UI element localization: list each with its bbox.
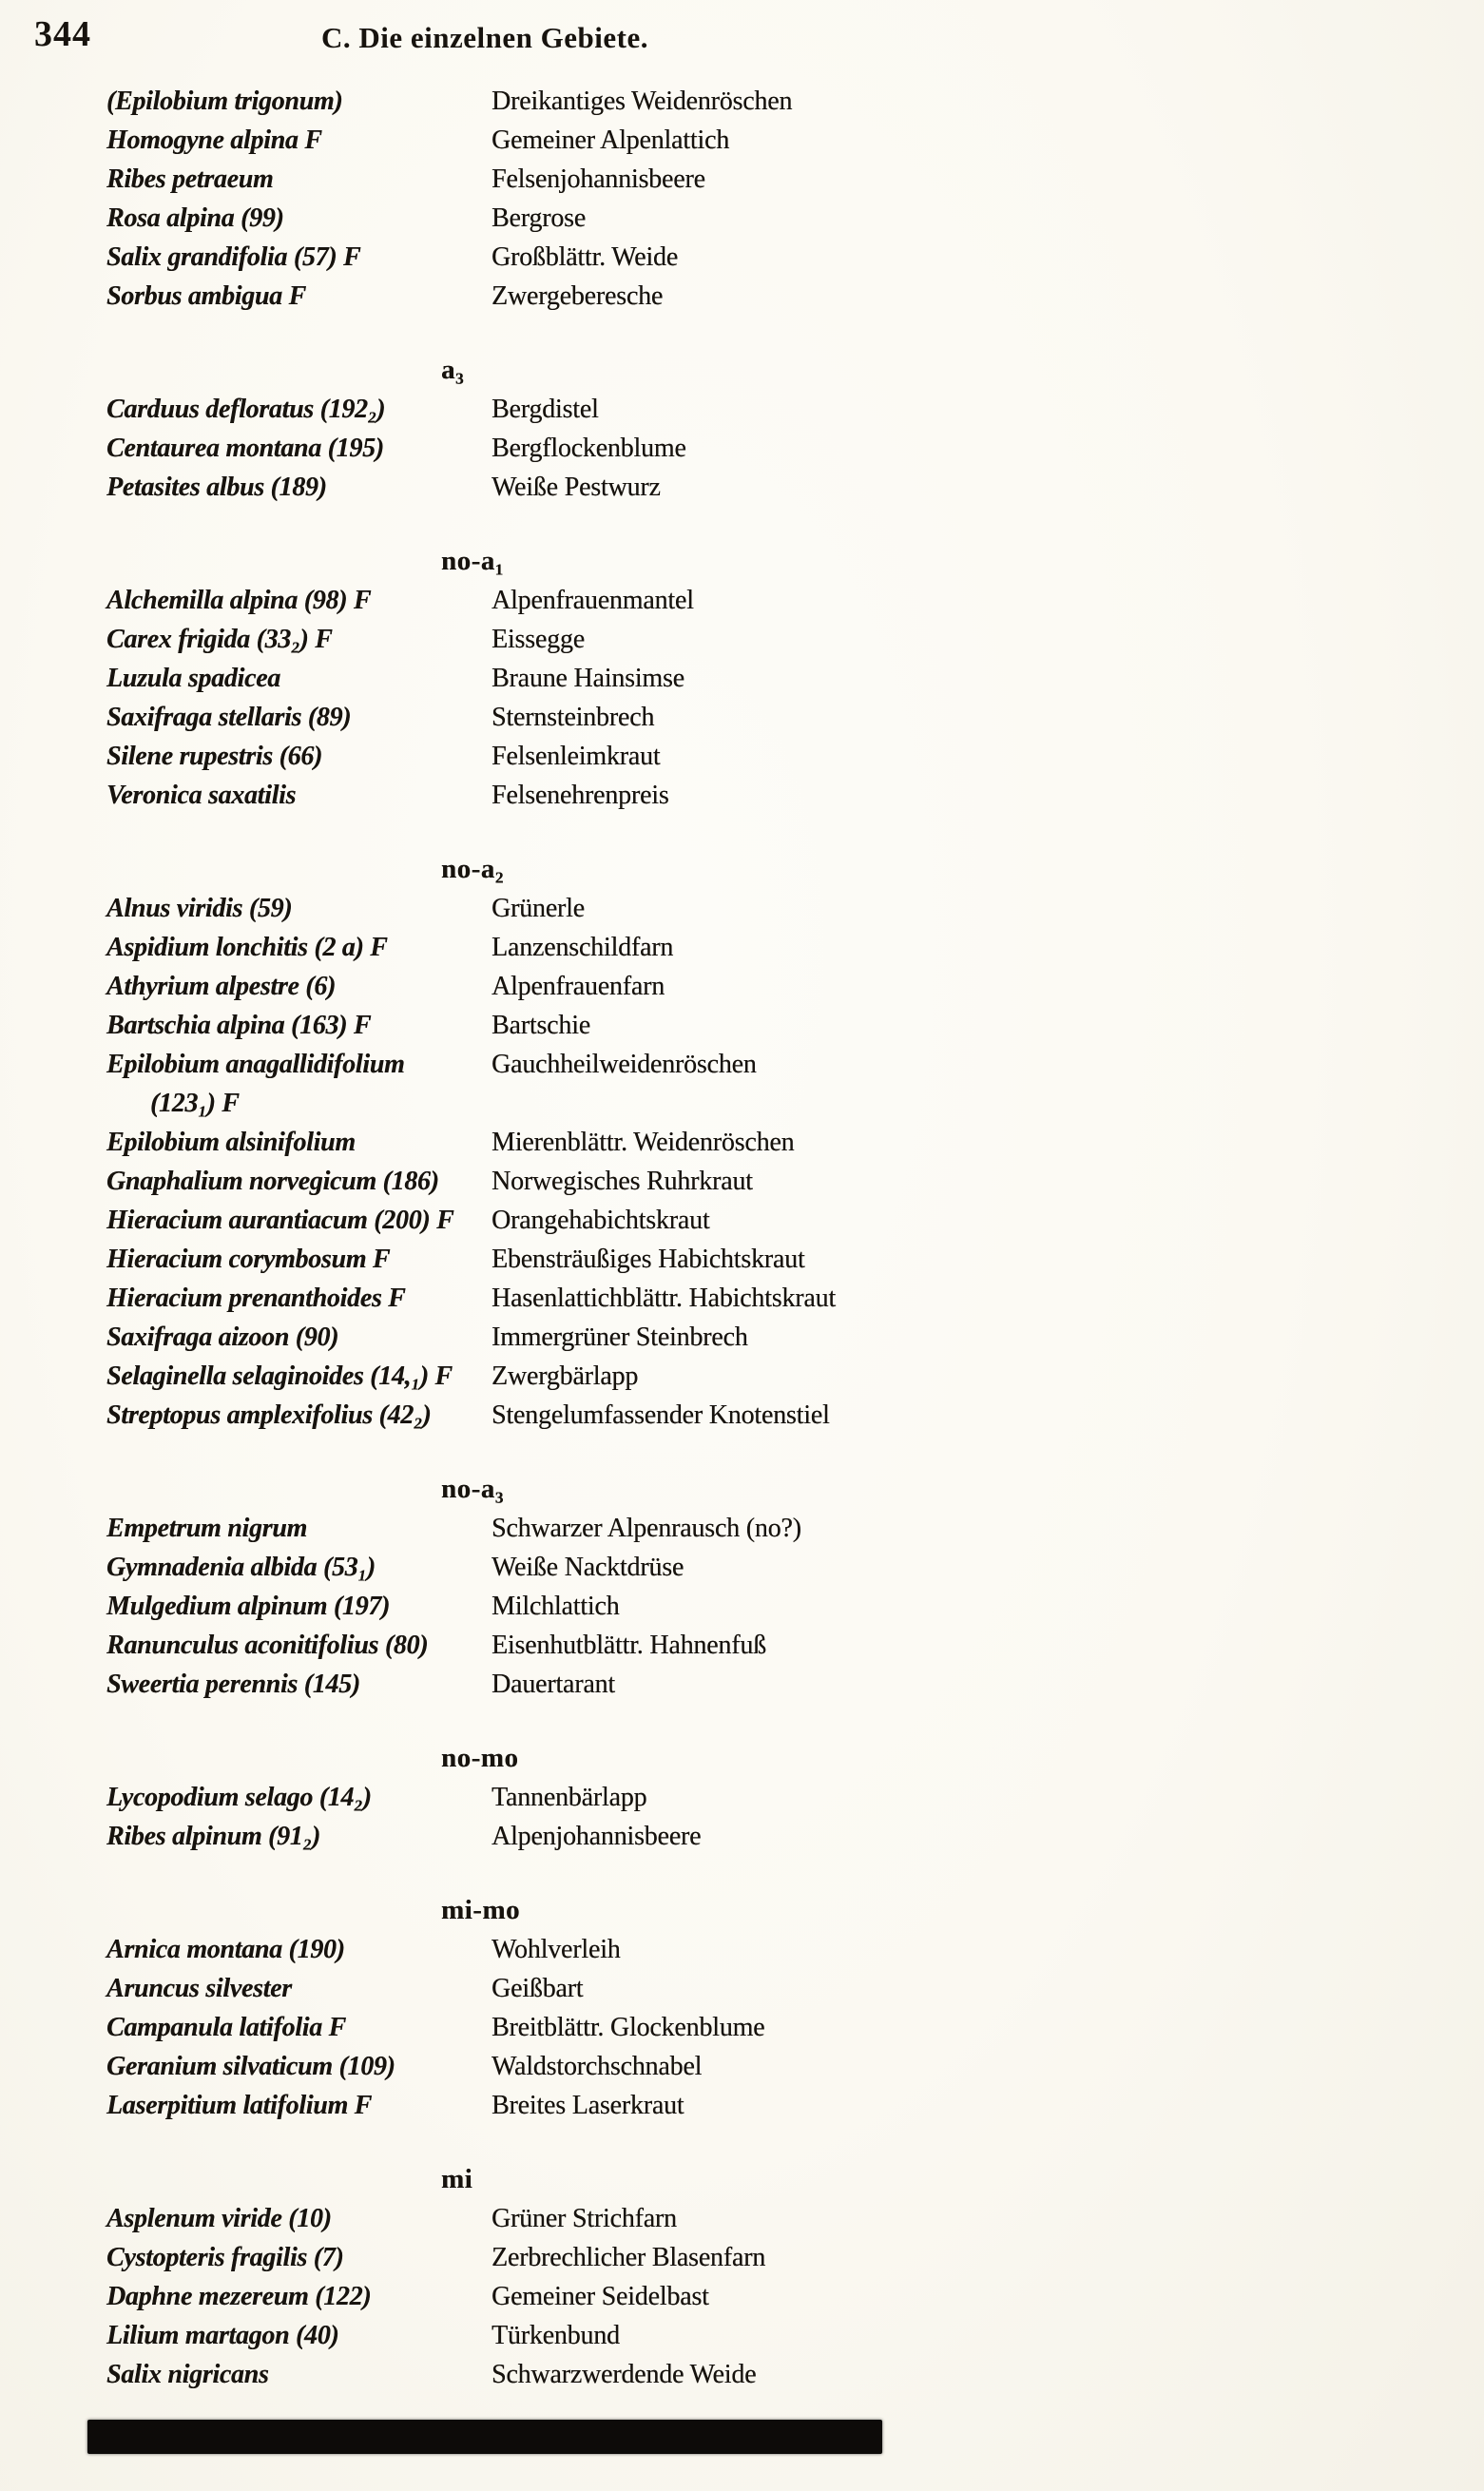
latin-name: Alchemilla alpina (98) F: [106, 586, 372, 615]
species-section: [106, 351, 943, 507]
species-list: [106, 82, 943, 2394]
german-name: Großblättr. Weide: [491, 242, 679, 272]
species-row: [106, 2277, 943, 2316]
scan-artifact-bar: [87, 2420, 882, 2454]
species-row: [106, 429, 943, 468]
species-row: [106, 1045, 943, 1084]
latin-name: Salix nigricans: [106, 2360, 269, 2389]
species-row: [106, 468, 943, 507]
species-row: [106, 160, 943, 199]
german-name: Schwarzwerdende Weide: [491, 2360, 757, 2389]
german-name: Geißbart: [491, 1974, 584, 2003]
latin-name: Veronica saxatilis: [106, 781, 297, 810]
species-section: [106, 1739, 943, 1856]
species-row: [106, 199, 943, 238]
latin-name: Silene rupestris (66): [106, 742, 323, 771]
german-name: Grünerle: [491, 894, 585, 923]
german-name: Felsenleimkraut: [491, 742, 661, 771]
latin-name: Sweertia perennis (145): [106, 1670, 360, 1699]
german-name: Lanzenschildfarn: [491, 933, 674, 962]
species-row: [106, 390, 943, 429]
latin-name: Aspidium lonchitis (2 a) F: [106, 933, 388, 962]
latin-name: Mulgedium alpinum (197): [106, 1592, 391, 1621]
german-name: Stengelumfassender Knotenstiel: [491, 1400, 830, 1430]
species-row: [106, 2086, 943, 2125]
latin-name: Campanula latifolia F: [106, 2013, 346, 2042]
species-row: [106, 1240, 943, 1279]
german-name: Weiße Nacktdrüse: [491, 1553, 684, 1582]
latin-name: Cystopteris fragilis (7): [106, 2243, 344, 2272]
species-section: [106, 82, 943, 316]
section-heading: mi: [441, 2164, 473, 2194]
species-row: [106, 238, 943, 277]
section-heading: a₃: [441, 355, 465, 385]
species-row: [106, 1626, 943, 1665]
species-row: [106, 1396, 943, 1435]
latin-name: Saxifraga aizoon (90): [106, 1323, 339, 1352]
german-name: Bergrose: [491, 203, 586, 233]
species-row: [106, 277, 943, 316]
latin-name: Daphne mezereum (122): [106, 2282, 372, 2311]
latin-name: Epilobium anagallidifolium: [106, 1050, 405, 1079]
german-name: Braune Hainsimse: [491, 664, 684, 693]
latin-name: Ranunculus aconitifolius (80): [106, 1631, 429, 1660]
species-row: [106, 1778, 943, 1817]
species-row: [106, 928, 943, 967]
species-row: [106, 1279, 943, 1318]
german-name: Norwegisches Ruhrkraut: [491, 1167, 753, 1196]
german-name: Bergflockenblume: [491, 434, 686, 463]
species-row: [106, 889, 943, 928]
german-name: Gemeiner Seidelbast: [491, 2282, 709, 2311]
german-name: Gemeiner Alpenlattich: [491, 126, 730, 155]
species-row: [106, 2199, 943, 2238]
latin-name: Hieracium prenanthoides F: [106, 1284, 406, 1313]
section-heading: no-mo: [441, 1743, 519, 1773]
species-row: [106, 1665, 943, 1704]
species-row: [106, 967, 943, 1006]
section-heading: no-a₃: [441, 1474, 504, 1504]
german-name: Sternsteinbrech: [491, 703, 655, 732]
latin-name: Empetrum nigrum: [106, 1514, 308, 1543]
german-name: Milchlattich: [491, 1592, 620, 1621]
german-name: Dauertarant: [491, 1670, 615, 1699]
latin-name: Hieracium aurantiacum (200) F: [106, 1206, 454, 1235]
latin-name: Hieracium corymbosum F: [106, 1245, 391, 1274]
section-heading: no-a₂: [441, 854, 504, 884]
species-row: [106, 2238, 943, 2277]
german-name: Grüner Strichfarn: [491, 2204, 677, 2233]
latin-name: Athyrium alpestre (6): [106, 972, 337, 1001]
german-name: Zwergeberesche: [491, 281, 664, 311]
latin-name: Alnus viridis (59): [106, 894, 293, 923]
latin-name: Bartschia alpina (163) F: [106, 1011, 372, 1040]
latin-name: Aruncus silvester: [106, 1974, 292, 2003]
latin-name: Streptopus amplexifolius (42₂): [106, 1400, 432, 1430]
latin-name: Gnaphalium norvegicum (186): [106, 1167, 439, 1196]
latin-name: Ribes petraeum: [106, 164, 274, 194]
species-row: [106, 659, 943, 698]
latin-name: Homogyne alpina F: [106, 126, 322, 155]
german-name: Orangehabichtskraut: [491, 1206, 710, 1235]
latin-name: Epilobium alsinifolium: [106, 1128, 356, 1157]
german-name: Felsenehrenpreis: [491, 781, 669, 810]
page-header: C. Die einzelnen Gebiete.: [321, 21, 648, 54]
german-name: Mierenblättr. Weidenröschen: [491, 1128, 795, 1157]
german-name: Dreikantiges Weidenröschen: [491, 87, 793, 116]
german-name: Zerbrechlicher Blasenfarn: [491, 2243, 766, 2272]
species-section: [106, 1470, 943, 1704]
german-name: Eissegge: [491, 625, 585, 654]
german-name: Tannenbärlapp: [491, 1783, 647, 1812]
species-section: [106, 542, 943, 815]
latin-name: (123₁) F: [150, 1089, 240, 1118]
species-row: [106, 121, 943, 160]
species-section: [106, 1891, 943, 2125]
species-row: [106, 581, 943, 620]
german-name: Alpenjohannisbeere: [491, 1822, 702, 1851]
latin-name: Rosa alpina (99): [106, 203, 284, 233]
species-row: [106, 737, 943, 776]
latin-name: Carex frigida (33₂) F: [106, 625, 333, 654]
species-row: [106, 698, 943, 737]
latin-name: Centaurea montana (195): [106, 434, 384, 463]
species-row: [106, 2047, 943, 2086]
german-name: Weiße Pestwurz: [491, 473, 661, 502]
species-row: [106, 1969, 943, 2008]
german-name: Alpenfrauenmantel: [491, 586, 694, 615]
german-name: Ebensträußiges Habichtskraut: [491, 1245, 805, 1274]
species-row: [106, 2316, 943, 2355]
species-row: [106, 1587, 943, 1626]
latin-name: Luzula spadicea: [106, 664, 280, 693]
species-row: [106, 82, 943, 121]
german-name: Waldstorchschnabel: [491, 2052, 703, 2081]
page-number: 344: [34, 14, 91, 54]
latin-name: (Epilobium trigonum): [106, 87, 343, 116]
latin-name: Carduus defloratus (192₂): [106, 395, 386, 424]
latin-name: Geranium silvaticum (109): [106, 2052, 395, 2081]
species-section: [106, 2160, 943, 2394]
german-name: Eisenhutblättr. Hahnenfuß: [491, 1631, 766, 1660]
species-row: [106, 620, 943, 659]
species-row: [106, 1201, 943, 1240]
german-name: Zwergbärlapp: [491, 1361, 639, 1391]
latin-name: Lycopodium selago (14₂): [106, 1783, 372, 1812]
german-name: Bergdistel: [491, 395, 599, 424]
latin-name: Saxifraga stellaris (89): [106, 703, 352, 732]
latin-name: Petasites albus (189): [106, 473, 327, 502]
species-row: [106, 1318, 943, 1357]
species-row: [106, 1084, 943, 1123]
german-name: Türkenbund: [491, 2321, 620, 2350]
species-row: [106, 2008, 943, 2047]
species-row: [106, 1006, 943, 1045]
section-heading: no-a₁: [441, 546, 504, 576]
latin-name: Gymnadenia albida (53₁): [106, 1553, 376, 1582]
species-row: [106, 776, 943, 815]
german-name: Gauchheilweidenröschen: [491, 1050, 757, 1079]
latin-name: Ribes alpinum (91₂): [106, 1822, 320, 1851]
species-row: [106, 1548, 943, 1587]
species-row: [106, 1930, 943, 1969]
german-name: Hasenlattichblättr. Habichtskraut: [491, 1284, 836, 1313]
species-section: [106, 850, 943, 1435]
species-row: [106, 1357, 943, 1396]
latin-name: Arnica montana (190): [106, 1935, 345, 1964]
species-row: [106, 1509, 943, 1548]
german-name: Breitblättr. Glockenblume: [491, 2013, 765, 2042]
german-name: Breites Laserkraut: [491, 2091, 684, 2120]
german-name: Bartschie: [491, 1011, 590, 1040]
german-name: Alpenfrauenfarn: [491, 972, 665, 1001]
latin-name: Sorbus ambigua F: [106, 281, 306, 311]
species-row: [106, 1162, 943, 1201]
latin-name: Lilium martagon (40): [106, 2321, 339, 2350]
german-name: Immergrüner Steinbrech: [491, 1323, 748, 1352]
german-name: Felsenjohannisbeere: [491, 164, 705, 194]
species-row: [106, 1123, 943, 1162]
latin-name: Asplenum viride (10): [106, 2204, 332, 2233]
section-heading: mi-mo: [441, 1895, 521, 1925]
species-row: [106, 1817, 943, 1856]
german-name: Schwarzer Alpenrausch (no?): [491, 1514, 801, 1543]
latin-name: Salix grandifolia (57) F: [106, 242, 361, 272]
german-name: Wohlverleih: [491, 1935, 621, 1964]
species-row: [106, 2355, 943, 2394]
latin-name: Selaginella selaginoides (14,₁) F: [106, 1361, 453, 1391]
latin-name: Laserpitium latifolium F: [106, 2091, 373, 2120]
